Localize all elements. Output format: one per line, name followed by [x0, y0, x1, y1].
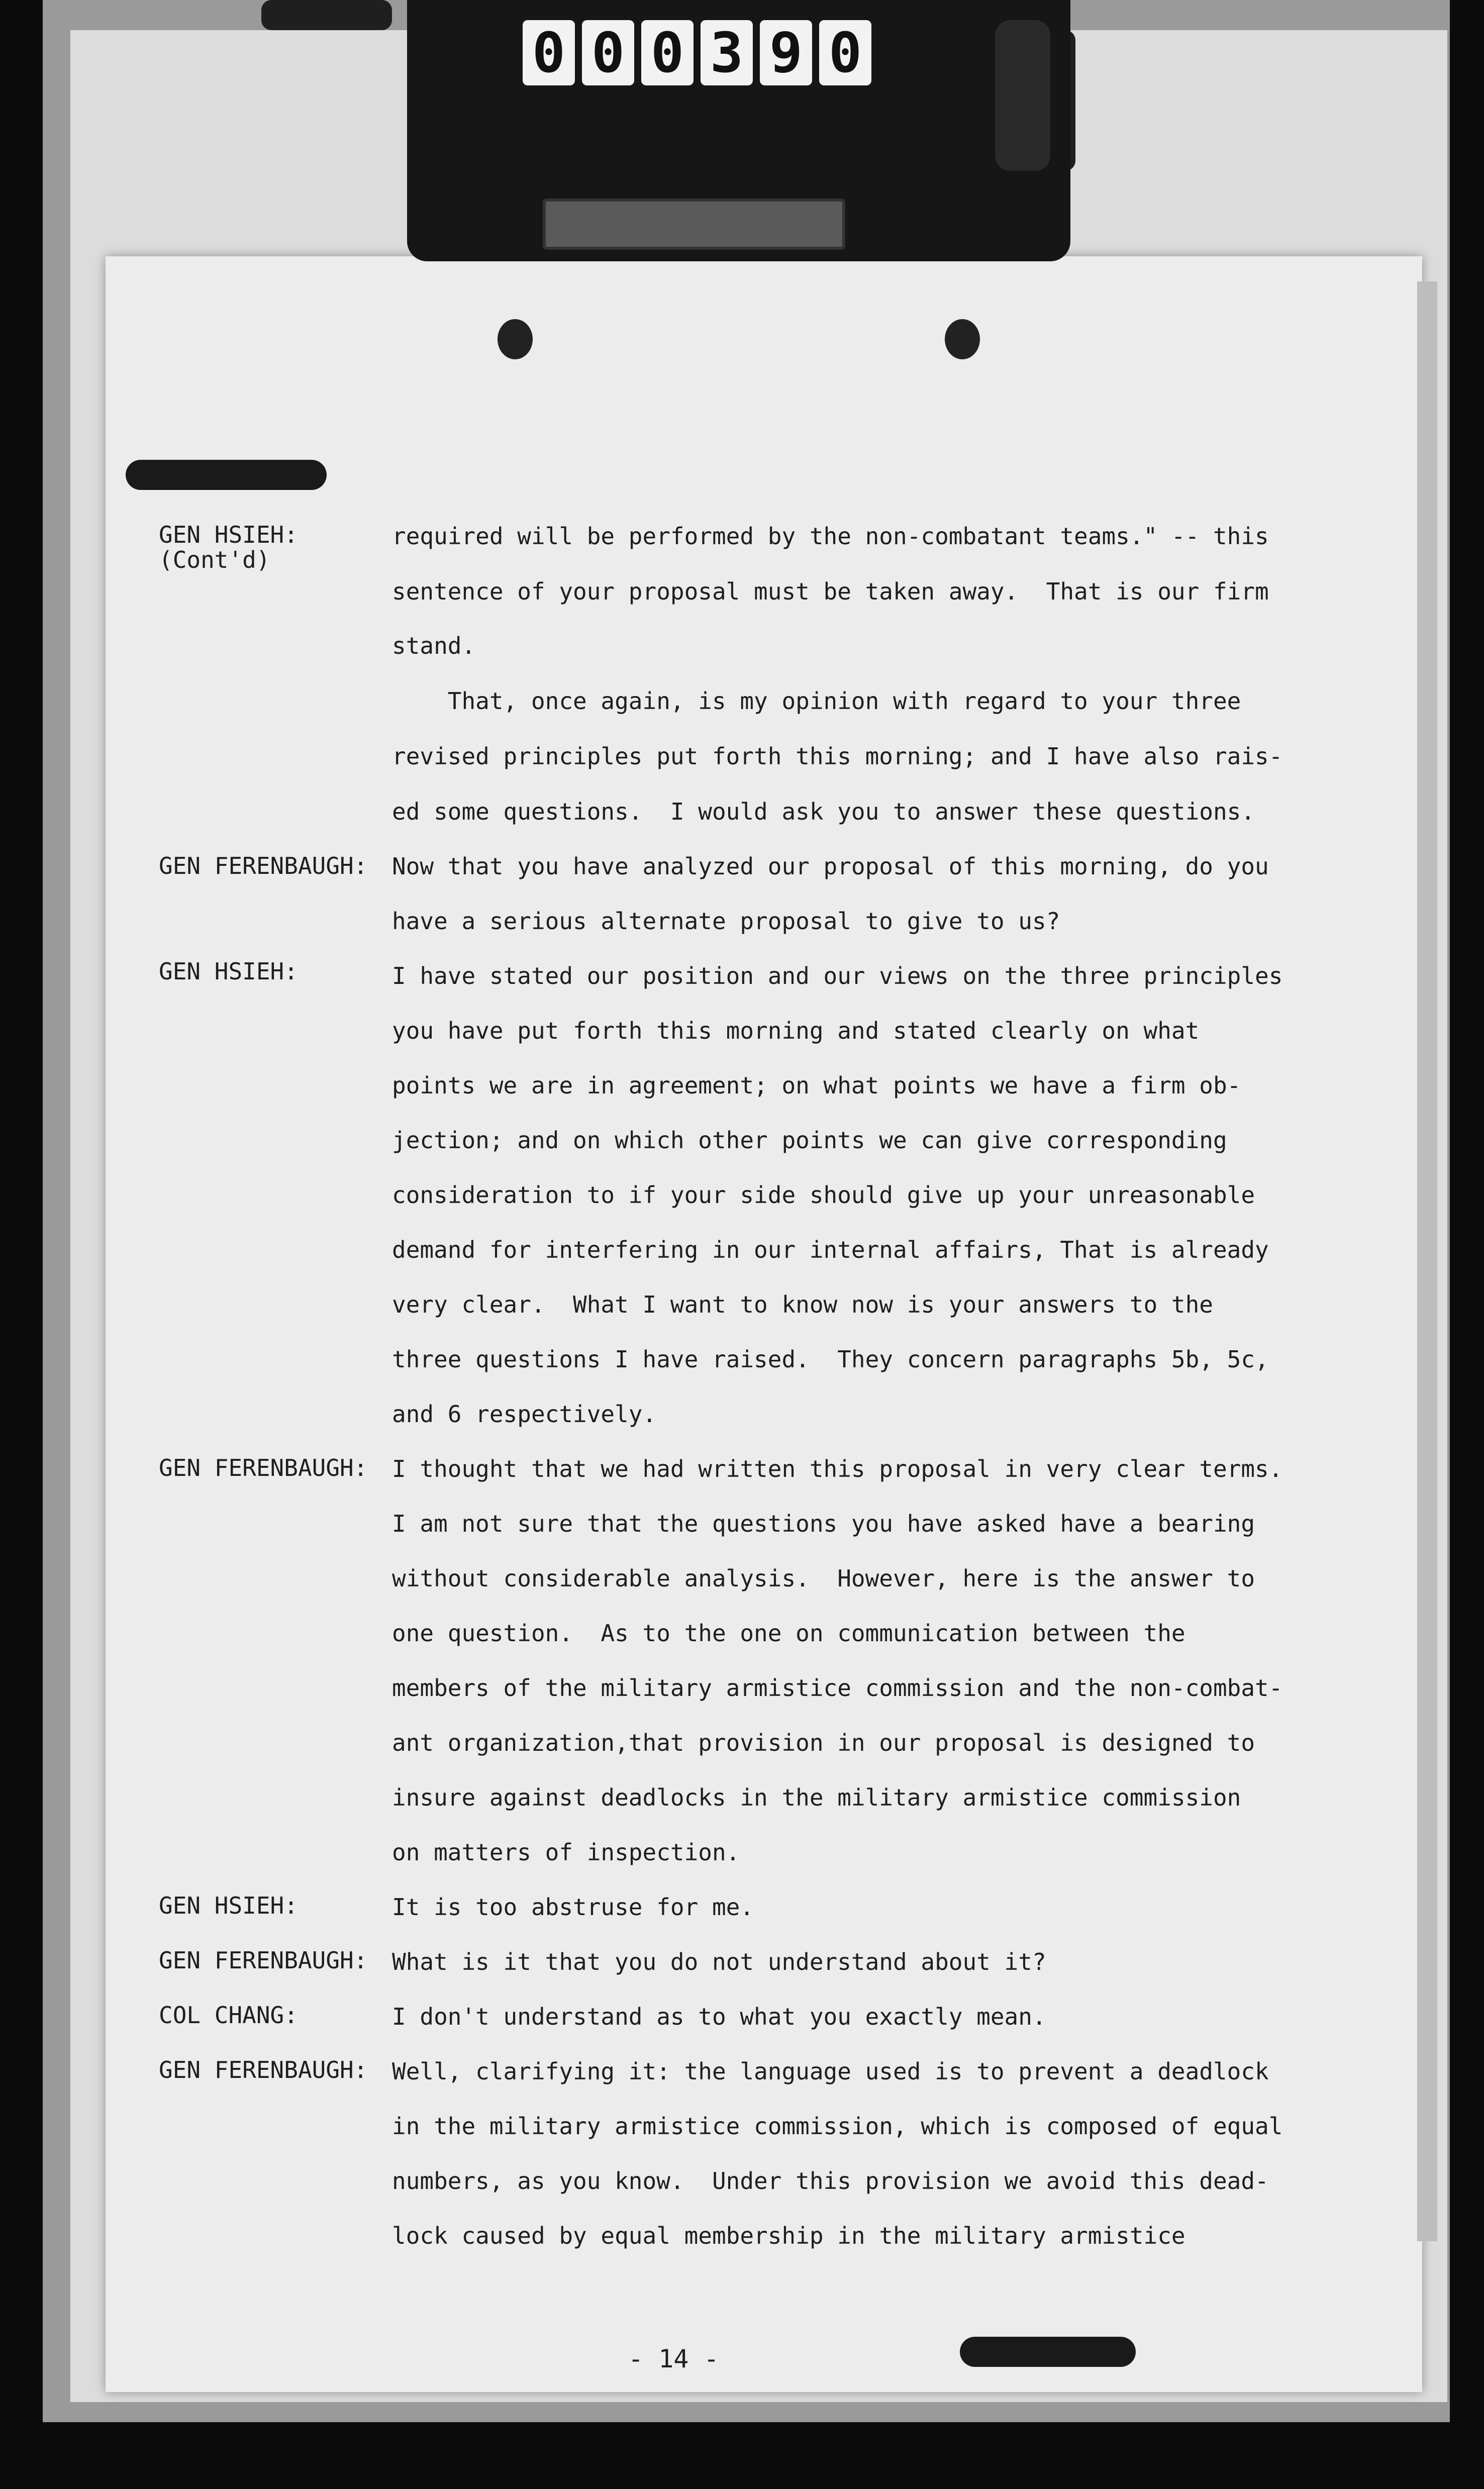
text-line: sentence of your proposal must be taken away. That is our firm: [392, 578, 1269, 605]
counter-digit: 9: [760, 20, 812, 85]
text-line: Well, clarifying it: the language used is to prevent a deadlock: [392, 2058, 1269, 2085]
text-line: ed some questions. I would ask you to answer these questions.: [392, 798, 1255, 825]
text-line: I don't understand as to what you exactly mean.: [392, 2003, 1046, 2030]
text-line: members of the military armistice commission and the non-combat-: [392, 1674, 1283, 1702]
speaker-label: GEN FERENBAUGH:: [159, 1454, 368, 1481]
punch-hole-right: [945, 319, 980, 359]
text-line: points we are in agreement; on what points we have a firm ob-: [392, 1072, 1241, 1099]
text-line: What is it that you do not understand about it?: [392, 1948, 1046, 1975]
speaker-label: GEN HSIEH:: [159, 1892, 298, 1919]
page-number: - 14 -: [628, 2344, 719, 2373]
text-line: one question. As to the one on communication between the: [392, 1620, 1185, 1647]
counter-digit: 0: [523, 20, 575, 85]
text-line: revised principles put forth this morning; and I have also rais-: [392, 743, 1283, 770]
text-line: without considerable analysis. However, here is the answer to: [392, 1565, 1255, 1592]
text-line: three questions I have raised. They concern paragraphs 5b, 5c,: [392, 1346, 1269, 1373]
text-line: stand.: [392, 632, 476, 659]
redaction-mark-top: [126, 460, 327, 490]
counter-digit: 0: [819, 20, 871, 85]
text-line: insure against deadlocks in the military armistice commission: [392, 1784, 1241, 1811]
page-edge-shadow: [1417, 281, 1437, 2241]
text-line: demand for interfering in our internal affairs, That is already: [392, 1236, 1269, 1263]
counter-knob: [995, 20, 1050, 171]
text-line: I thought that we had written this proposal in very clear terms.: [392, 1455, 1283, 1482]
text-line: consideration to if your side should give up your unreasonable: [392, 1181, 1255, 1209]
text-line: in the military armistice commission, which is composed of equal: [392, 2113, 1283, 2140]
text-line: It is too abstruse for me.: [392, 1894, 754, 1921]
counter-digit: 0: [641, 20, 694, 85]
counter-plate: [543, 198, 845, 250]
speaker-label: GEN FERENBAUGH:: [159, 1947, 368, 1974]
text-line: lock caused by equal membership in the military armistice: [392, 2222, 1185, 2249]
speaker-label: GEN HSIEH:: [159, 521, 298, 548]
text-line: numbers, as you know. Under this provision we avoid this dead-: [392, 2167, 1269, 2195]
text-line: ant organization,that provision in our proposal is designed to: [392, 1729, 1255, 1756]
text-line: very clear. What I want to know now is your answers to the: [392, 1291, 1213, 1318]
text-line: and 6 respectively.: [392, 1401, 657, 1428]
speaker-label: GEN HSIEH:: [159, 958, 298, 985]
text-line: jection; and on which other points we can give corresponding: [392, 1127, 1227, 1154]
speaker-label: GEN FERENBAUGH:: [159, 2056, 368, 2083]
speaker-label: COL CHANG:: [159, 2002, 298, 2029]
frame-counter: [523, 20, 884, 85]
punch-hole-left: [498, 319, 533, 359]
counter-digit: 0: [582, 20, 634, 85]
text-line: on matters of inspection.: [392, 1839, 740, 1866]
text-line: you have put forth this morning and stated clearly on what: [392, 1017, 1200, 1044]
counter-digit: 3: [701, 20, 753, 85]
text-line: have a serious alternate proposal to give to us?: [392, 908, 1060, 935]
text-line: Now that you have analyzed our proposal of this morning, do you: [392, 853, 1269, 880]
text-line: I am not sure that the questions you have asked have a bearing: [392, 1510, 1255, 1537]
counter-cable: [261, 0, 392, 30]
text-line: required will be performed by the non-combatant teams." -- this: [392, 523, 1269, 550]
text-line: That, once again, is my opinion with regard to your three: [392, 687, 1241, 715]
speaker-label: GEN FERENBAUGH:: [159, 852, 368, 879]
speaker-label-continued: (Cont'd): [159, 546, 270, 573]
redaction-mark-bottom: [960, 2337, 1136, 2367]
text-line: I have stated our position and our views on the three principles: [392, 962, 1283, 989]
